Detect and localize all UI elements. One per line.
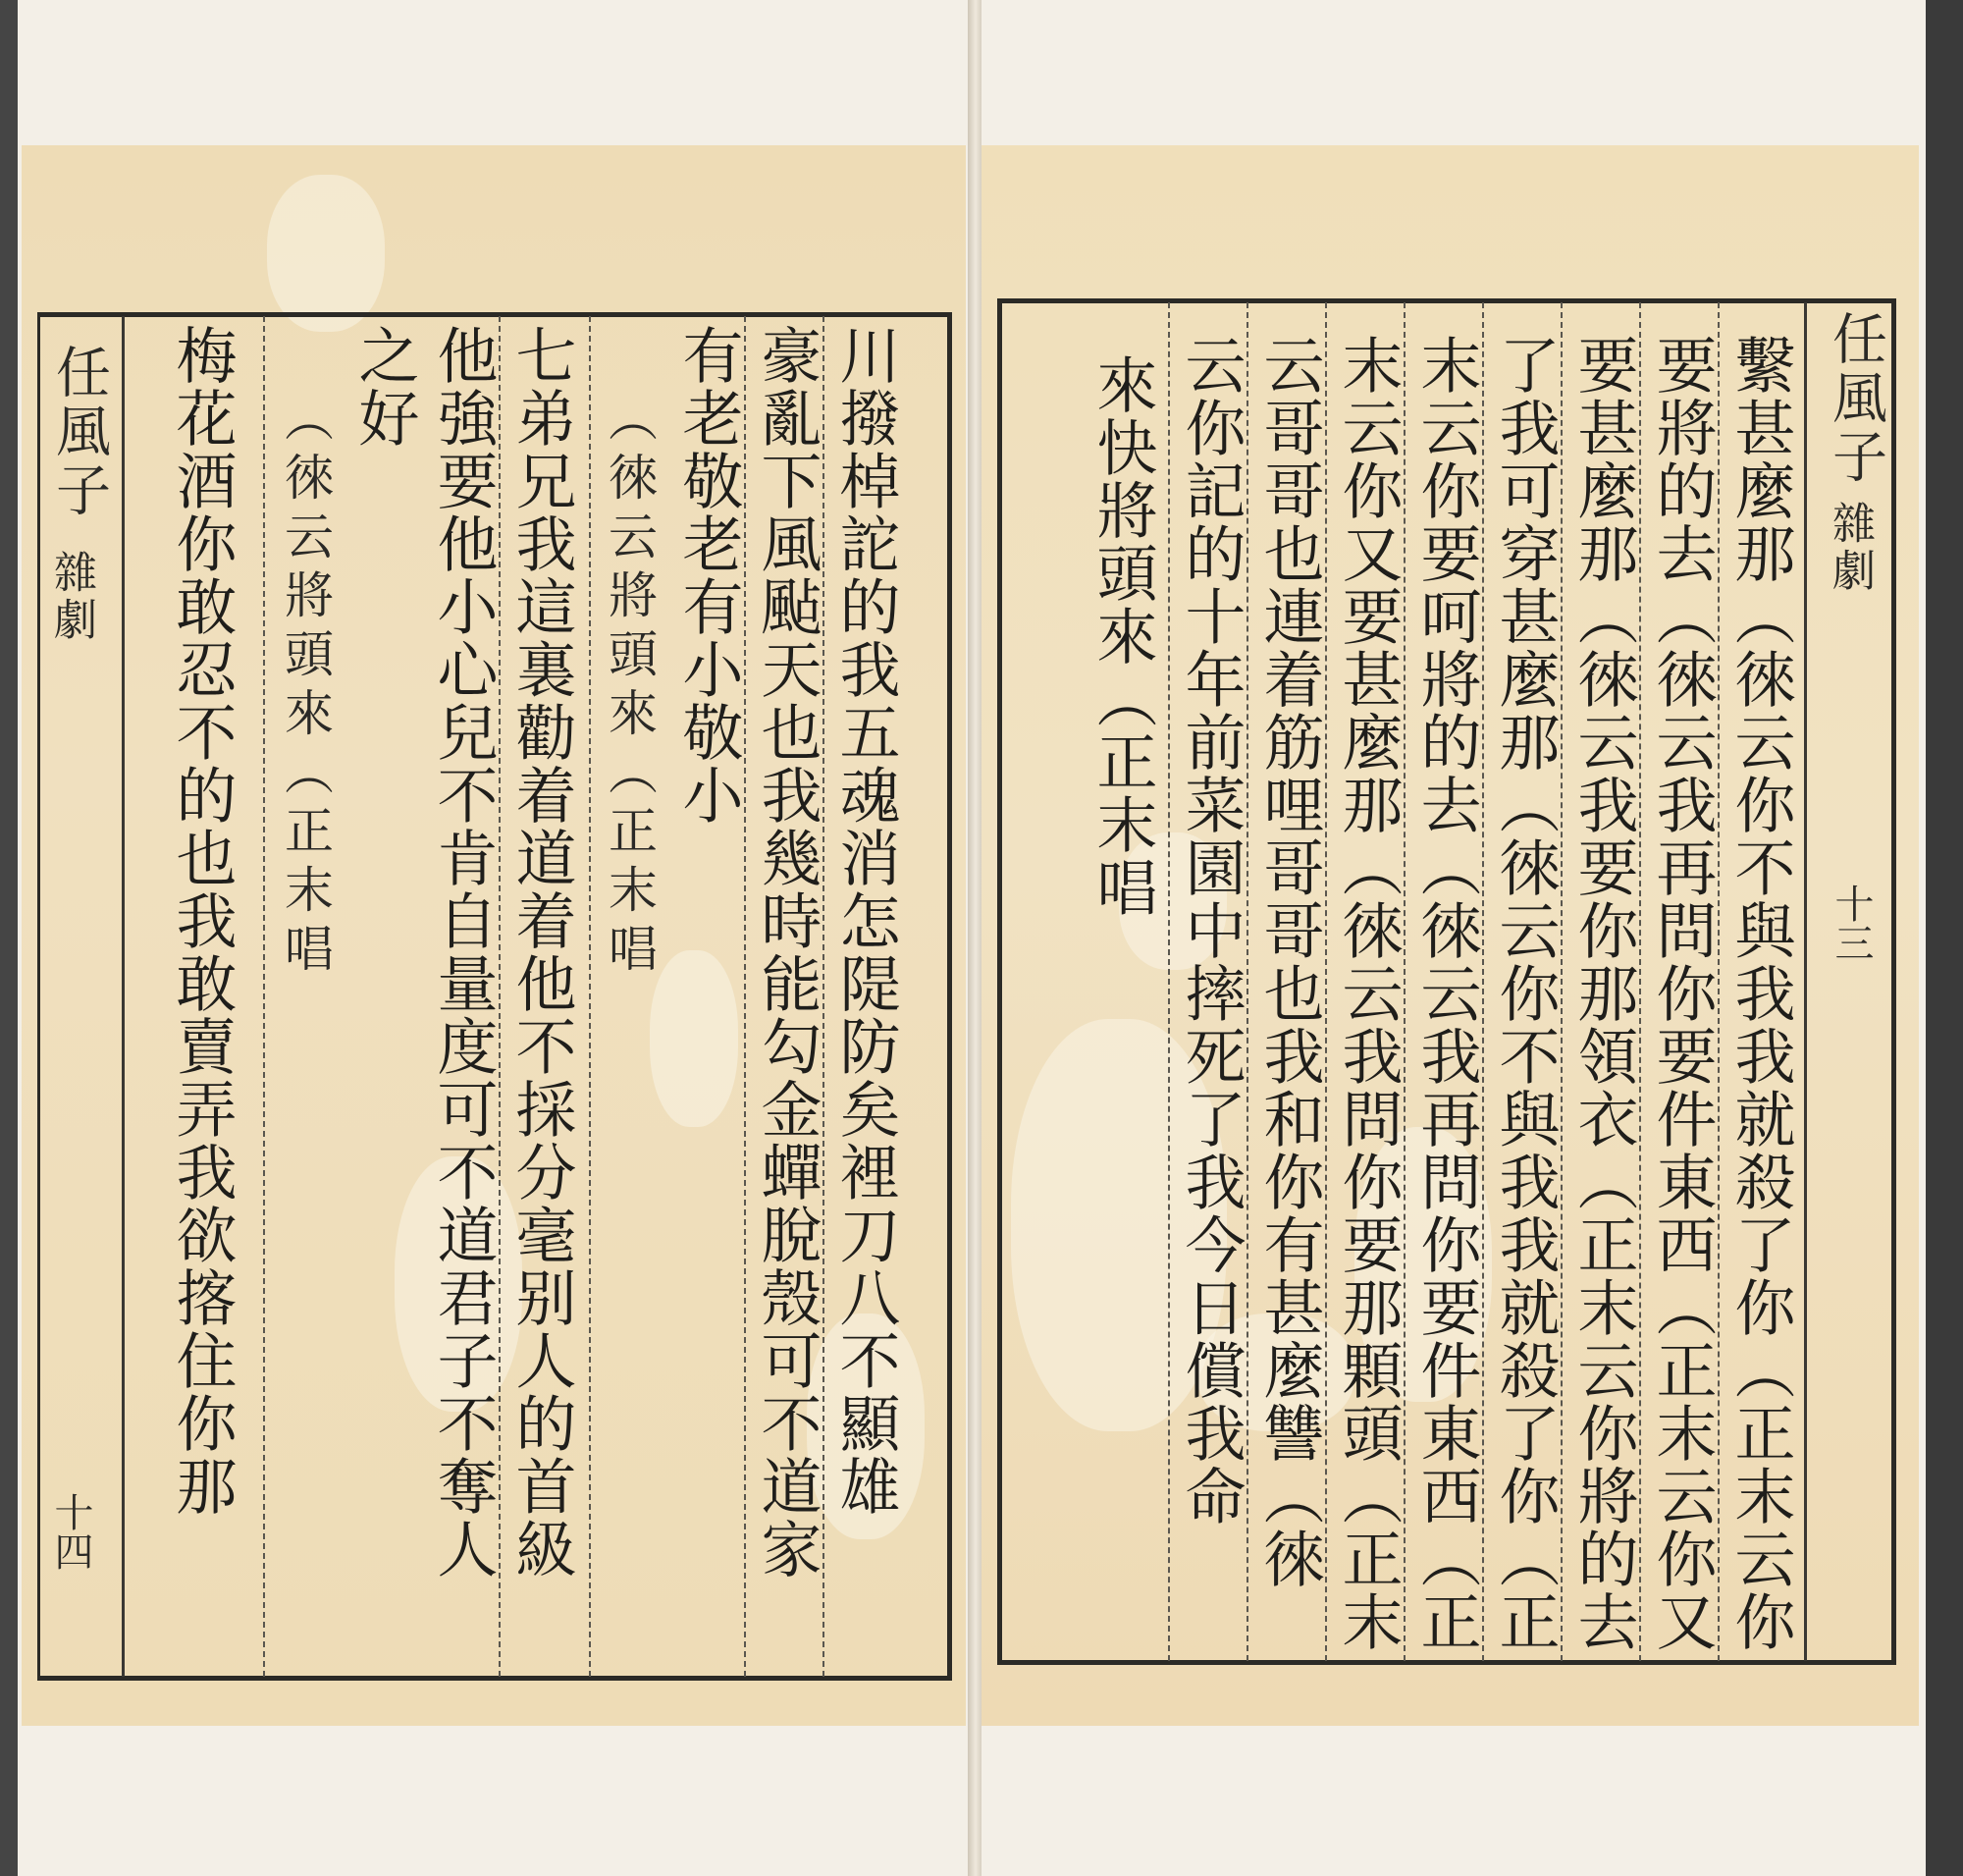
right-column-2: 要將的去（徠云我再問你要件東西（正末云你又 (1646, 334, 1718, 1653)
left-column-7: 之好 (348, 324, 420, 450)
right-rule-1 (1718, 302, 1720, 1661)
left-column-5: 七弟兄我這裏勸着道着他不採分毫别人的首級 (505, 324, 577, 1581)
right-rule-2 (1639, 302, 1641, 1661)
right-rule-6 (1325, 302, 1327, 1661)
right-column-8: 云你記的十年前菜園中摔死了我今日償我命 (1175, 334, 1247, 1528)
left-column-4: （徠云將頭來（正末唱 (601, 393, 658, 982)
left-rule-8 (263, 316, 265, 1677)
left-rule-4 (589, 316, 591, 1677)
right-rule-5 (1404, 302, 1406, 1661)
right-rule-7 (1247, 302, 1248, 1661)
right-column-7: 云哥哥也連着筋哩哥哥也我和你有甚麼讐（徠 (1253, 334, 1325, 1590)
right-column-1: 繫甚麼那（徠云你不與我我就殺了你（正末云你 (1724, 334, 1796, 1653)
left-rule-5 (499, 316, 501, 1677)
right-page-number: 十三 (1829, 884, 1874, 962)
left-column-1: 川撥棹詑的我五魂消怎隄防矣裡刀八不顯雄 (829, 324, 901, 1518)
right-banner-rule (1804, 302, 1807, 1661)
left-banner-subtitle: 雜劇 (46, 550, 96, 644)
right-banner-subtitle: 雜劇 (1825, 501, 1875, 595)
left-column-3: 有老敬老有小敬小 (672, 324, 744, 827)
left-column-6: 他強要他小心兒不肯自量度可不道君子不奪人 (427, 324, 499, 1581)
left-banner-rule (122, 316, 125, 1677)
right-column-6: 末云你又要甚麼那（徠云我問你要那顆頭（正末 (1332, 334, 1404, 1653)
right-rule-8 (1168, 302, 1170, 1661)
left-column-2: 豪亂下風颭天也我幾時能勾金蟬脫殼可不道家 (751, 324, 822, 1581)
left-rule-1 (822, 316, 824, 1677)
left-column-8: （徠云將頭來（正末唱 (277, 393, 334, 982)
left-page-number: 十四 (48, 1492, 93, 1571)
right-banner-title: 任風子 (1824, 310, 1887, 487)
left-rule-2 (744, 316, 746, 1677)
right-edge-shadow (1926, 0, 1963, 1876)
left-column-9: 梅花酒你敢忍不的也我敢賣弄我欲揢住你那 (166, 324, 238, 1518)
right-column-5: 末云你要呵將的去（徠云我再問你要件東西（正 (1410, 334, 1482, 1653)
right-column-9: 來快將頭來（正末唱 (1087, 353, 1158, 919)
right-column-3: 要甚麼那（徠云我要你那領衣（正末云你將的去 (1567, 334, 1639, 1653)
right-rule-4 (1482, 302, 1484, 1661)
right-rule-3 (1561, 302, 1563, 1661)
left-banner-title: 任風子 (47, 344, 111, 520)
right-column-4: 了我可穿甚麼那（徠云你不與我我就殺了你（正 (1489, 334, 1561, 1653)
